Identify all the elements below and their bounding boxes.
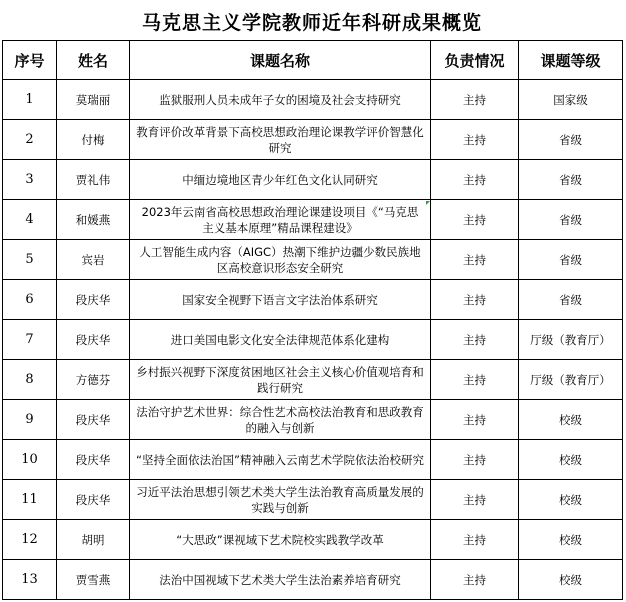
header-topic: 课题名称 [130, 41, 431, 80]
cell-no[interactable]: 5 [3, 240, 57, 280]
cell-name[interactable]: 段庆华 [57, 480, 130, 520]
cell-role[interactable]: 主持 [431, 120, 519, 160]
cell-topic[interactable]: 进口美国电影文化安全法律规范体系化建构 [130, 320, 431, 360]
cell-topic[interactable]: 监狱服刑人员未成年子女的困境及社会支持研究 [130, 80, 431, 120]
table-row [3, 520, 623, 560]
table-row [3, 440, 623, 480]
cell-name[interactable]: 段庆华 [57, 280, 130, 320]
cell-name[interactable]: 段庆华 [57, 400, 130, 440]
table-row [3, 80, 623, 120]
cell-level[interactable]: 省级 [519, 160, 623, 200]
cell-name[interactable]: 段庆华 [57, 440, 130, 480]
cell-topic[interactable]: 法治中国视域下艺术类大学生法治素养培育研究 [130, 560, 431, 600]
cell-role[interactable]: 主持 [431, 360, 519, 400]
cell-level[interactable]: 国家级 [519, 80, 623, 120]
cell-name[interactable]: 贾礼伟 [57, 160, 130, 200]
cell-role[interactable]: 主持 [431, 560, 519, 600]
table-row [3, 160, 623, 200]
cell-comment-marker [426, 201, 430, 205]
cell-topic[interactable]: “坚持全面依法治国”精神融入云南艺术学院依法治校研究 [130, 440, 431, 480]
cell-level[interactable]: 厅级（教育厅） [519, 320, 623, 360]
header-name: 姓名 [57, 41, 130, 80]
cell-level[interactable]: 省级 [519, 120, 623, 160]
table-row [3, 240, 623, 280]
cell-role[interactable]: 主持 [431, 400, 519, 440]
table-title: 马克思主义学院教师近年科研成果概览 [141, 11, 482, 34]
cell-level[interactable]: 校级 [519, 560, 623, 600]
table-row [3, 200, 623, 240]
cell-no[interactable]: 7 [3, 320, 57, 360]
header-level: 课题等级 [519, 41, 623, 80]
cell-name[interactable]: 莫瑞丽 [57, 80, 130, 120]
cell-role[interactable]: 主持 [431, 520, 519, 560]
cell-name[interactable]: 胡明 [57, 520, 130, 560]
cell-name[interactable]: 宾岩 [57, 240, 130, 280]
cell-role[interactable]: 主持 [431, 320, 519, 360]
cell-topic[interactable]: 教育评价改革背景下高校思想政治理论课教学评价智慧化研究 [130, 120, 431, 160]
table-row [3, 560, 623, 600]
header-row [3, 41, 623, 80]
cell-role[interactable]: 主持 [431, 480, 519, 520]
cell-no[interactable]: 10 [3, 440, 57, 480]
cell-topic[interactable]: 国家安全视野下语言文字法治体系研究 [130, 280, 431, 320]
cell-level[interactable]: 校级 [519, 440, 623, 480]
cell-no[interactable]: 13 [3, 560, 57, 600]
table-row [3, 320, 623, 360]
cell-level[interactable]: 省级 [519, 280, 623, 320]
table-row [3, 480, 623, 520]
cell-name[interactable]: 贾雪燕 [57, 560, 130, 600]
cell-no[interactable]: 8 [3, 360, 57, 400]
cell-topic[interactable]: 法治守护艺术世界：综合性艺术高校法治教育和思政教育的融入与创新 [130, 400, 431, 440]
cell-topic[interactable]: “大思政”课视域下艺术院校实践教学改革 [130, 520, 431, 560]
cell-no[interactable]: 3 [3, 160, 57, 200]
table-row [3, 120, 623, 160]
cell-topic[interactable]: 人工智能生成内容（AIGC）热潮下维护边疆少数民族地区高校意识形态安全研究 [130, 240, 431, 280]
cell-name[interactable]: 付梅 [57, 120, 130, 160]
research-table [2, 40, 623, 600]
table-row [3, 400, 623, 440]
table-row [3, 360, 623, 400]
header-role: 负责情况 [431, 41, 519, 80]
cell-role[interactable]: 主持 [431, 240, 519, 280]
cell-level[interactable]: 省级 [519, 200, 623, 240]
cell-level[interactable]: 校级 [519, 480, 623, 520]
cell-role[interactable]: 主持 [431, 160, 519, 200]
cell-no[interactable]: 12 [3, 520, 57, 560]
cell-no[interactable]: 4 [3, 200, 57, 240]
cell-topic[interactable]: 习近平法治思想引领艺术类大学生法治教育高质量发展的实践与创新 [130, 480, 431, 520]
cell-role[interactable]: 主持 [431, 440, 519, 480]
cell-role[interactable]: 主持 [431, 280, 519, 320]
cell-no[interactable]: 6 [3, 280, 57, 320]
cell-level[interactable]: 校级 [519, 400, 623, 440]
cell-topic[interactable]: 中缅边境地区青少年红色文化认同研究 [130, 160, 431, 200]
table-row [3, 280, 623, 320]
cell-topic[interactable]: 2023年云南省高校思想政治理论课建设项目《“马克思主义基本原理”精品课程建设》 [130, 200, 431, 240]
cell-topic[interactable]: 乡村振兴视野下深度贫困地区社会主义核心价值观培育和践行研究 [130, 360, 431, 400]
cell-role[interactable]: 主持 [431, 200, 519, 240]
cell-role[interactable]: 主持 [431, 80, 519, 120]
cell-name[interactable]: 和媛燕 [57, 200, 130, 240]
cell-no[interactable]: 2 [3, 120, 57, 160]
cell-name[interactable]: 方德芬 [57, 360, 130, 400]
cell-level[interactable]: 厅级（教育厅） [519, 360, 623, 400]
cell-name[interactable]: 段庆华 [57, 320, 130, 360]
cell-no[interactable]: 1 [3, 80, 57, 120]
cell-no[interactable]: 11 [3, 480, 57, 520]
cell-level[interactable]: 省级 [519, 240, 623, 280]
header-no: 序号 [3, 41, 57, 80]
cell-no[interactable]: 9 [3, 400, 57, 440]
cell-level[interactable]: 校级 [519, 520, 623, 560]
